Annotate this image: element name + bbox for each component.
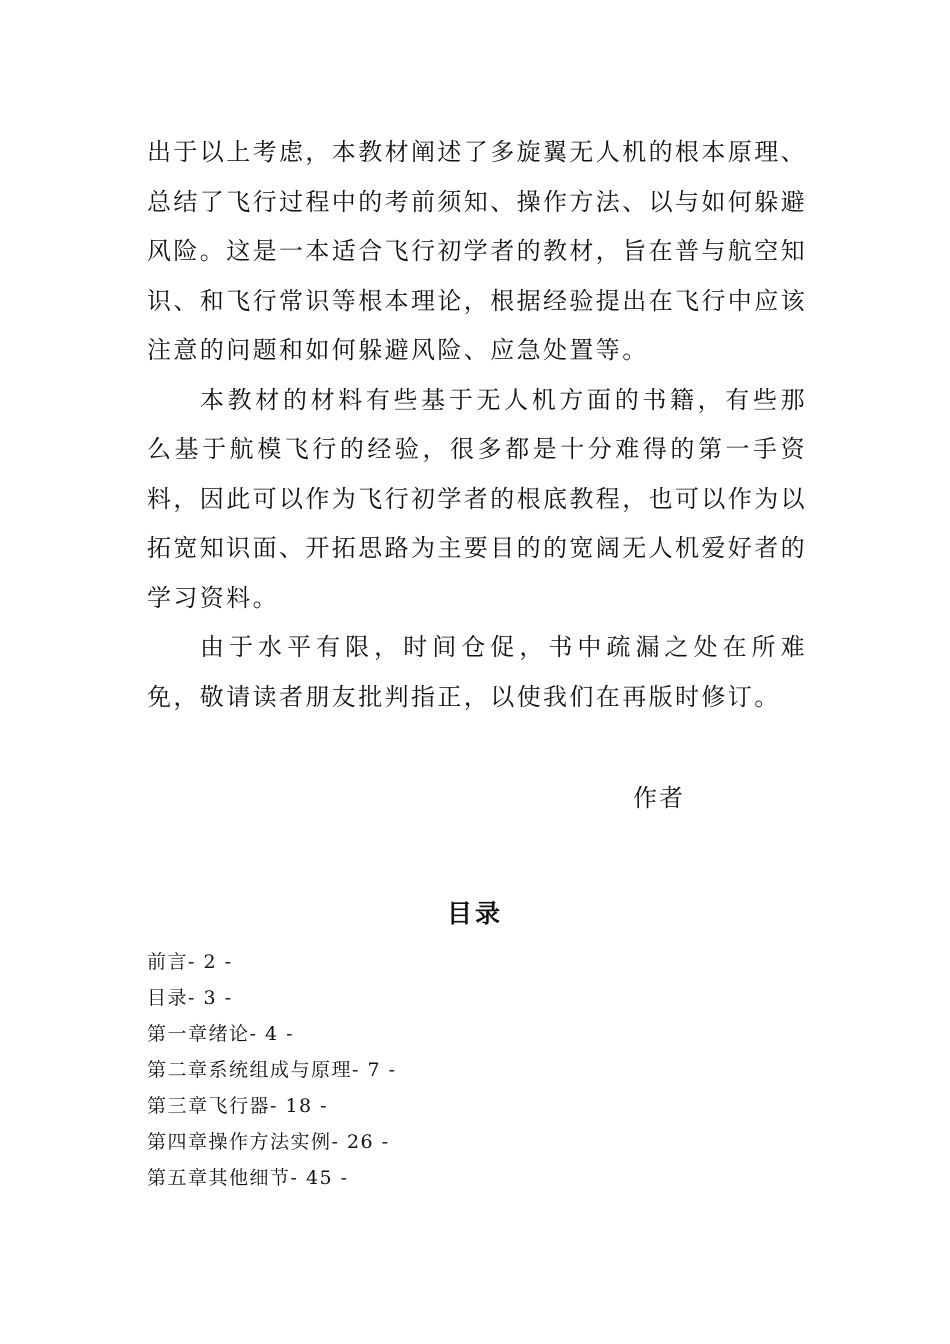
toc-entry[interactable]: 第五章其他细节- 45 -	[147, 1167, 349, 1189]
toc-entry[interactable]: 第二章系统组成与原理- 7 -	[147, 1059, 397, 1081]
toc-entry[interactable]: 前言- 2 -	[147, 951, 233, 973]
toc-entry[interactable]: 第四章操作方法实例- 26 -	[147, 1131, 390, 1153]
preface-paragraph-2: 本教材的材料有些基于无人机方面的书籍，有些那么基于航模飞行的经验，很多都是十分难得的第一手资料，因此可以作为飞行初学者的根底教程，也可以作为以拓宽知识面、开拓思路为主要目的的宽阔无人机爱好者的学习资料。	[147, 385, 807, 612]
preface-paragraph-3: 由于水平有限，时间仓促，书中疏漏之处在所难免，敬请读者朋友批判指正，以使我们在再版时修订。	[147, 633, 807, 711]
author-signature: 作者	[633, 784, 685, 812]
preface-body	[147, 128, 807, 722]
toc-entry[interactable]: 第三章飞行器- 18 -	[147, 1095, 329, 1117]
toc-title: 目录	[446, 899, 503, 928]
toc-entry[interactable]: 目录- 3 -	[147, 987, 233, 1009]
preface-paragraph-1: 出于以上考虑，本教材阐述了多旋翼无人机的根本原理、总结了飞行过程中的考前须知、操作方法、以与如何躲避风险。这是一本适合飞行初学者的教材，旨在普与航空知识、和飞行常识等根本理论，根据经验提出在飞行中应该注意的问题和如何躲避风险、应急处置等。	[147, 138, 807, 364]
toc-entry[interactable]: 第一章绪论- 4 -	[147, 1023, 295, 1045]
toc-list	[147, 944, 397, 1196]
